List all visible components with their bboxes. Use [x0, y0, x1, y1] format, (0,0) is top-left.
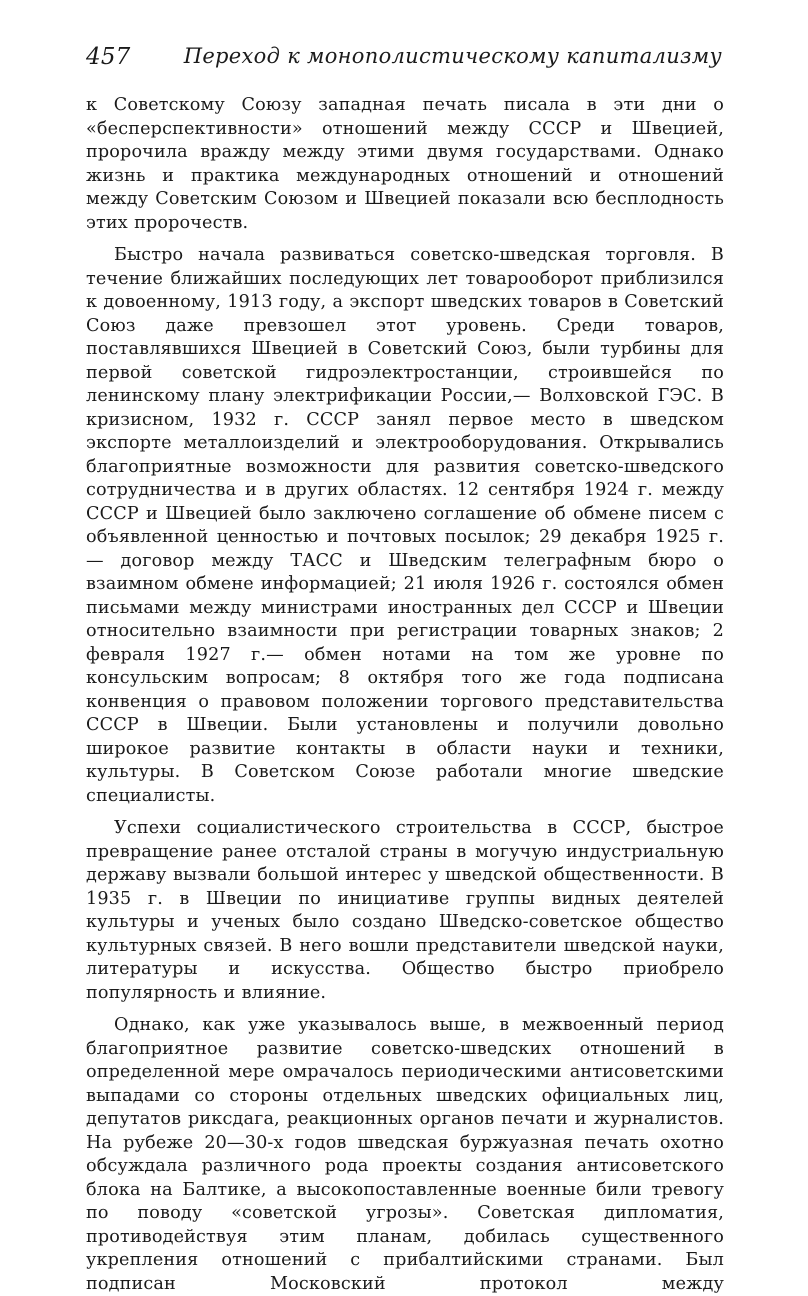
- paragraph-3: Успехи социалистического строительства в СССР, быстрое превращение ранее отсталой страны в могучую индустриальную державу вызвали большой интерес у шведской общественности. В 1935 г. в Швеции по инициативе группы видных деятелей культуры и ученых было создано Шведско-советское общество культурных связей. В него вошли представители шведской науки, литературы и искусства. Общество быстро приобрело популярность и влияние.: [86, 818, 724, 1003]
- paragraph-1: к Советскому Союзу западная печать писала в эти дни о «бесперспективности» отношений между СССР и Швецией, пророчила вражду между этими двумя государствами. Однако жизнь и практика международных отношений и отношений между Советским Союзом и Швецией показали всю бесплодность этих пророчеств.: [86, 95, 724, 233]
- running-title: Переход к монополистическому капитализму: [183, 44, 722, 68]
- page-header: [86, 44, 722, 76]
- paragraph-4: Однако, как уже указывалось выше, в межвоенный период благоприятное развитие советско-шведских отношений в определенной мере омрачалось периодическими антисоветскими выпадами со стороны отдельных шведских официальных лиц, депутатов риксдага, реакционных органов печати и журналистов. На рубеже 20—30-х годов шведская буржуазная печать охотно обсуждала различного рода проекты создания антисоветского блока на Балтике, а высокопоставленные военные били тревогу по поводу «советской угрозы». Советская дипломатия, противодействуя этим планам, добилась существенного укрепления отношений с прибалтийскими странами. Был подписан Московский протокол между: [86, 1015, 724, 1294]
- paragraph-2: Быстро начала развиваться советско-шведская торговля. В течение ближайших последующих лет товарооборот приблизился к довоенному, 1913 году, а экспорт шведских товаров в Советский Союз даже превзошел этот уровень. Среди товаров, поставлявшихся Швецией в Советский Союз, были турбины для первой советской гидроэлектростанции, строившейся по ленинскому плану электрификации России,— Волховской ГЭС. В кризисном, 1932 г. СССР занял первое место в шведском экспорте металлоизделий и электрооборудования. Открывались благоприятные возможности для развития советско-шведского сотрудничества и в других областях. 12 сентября 1924 г. между СССР и Швецией было заключено соглашение об обмене писем с объявленной ценностью и почтовых посылок; 29 декабря 1925 г.— договор между ТАСС и Шведским телеграфным бюро о взаимном обмене информацией; 21 июля 1926 г. состоялся обмен письмами между министрами иностранных дел СССР и Швеции относительно взаимности при регистрации товарных знаков; 2 февраля 1927 г.— обмен нотами на том же уровне по консульским вопросам; 8 октября того же года подписана конвенция о правовом положении торгового представительства СССР в Швеции. Были установлены и получили довольно широкое развитие контакты в области науки и техники, культуры. В Советском Союзе работали многие шведские специалисты.: [86, 245, 724, 806]
- page-number: 457: [86, 44, 131, 70]
- body-text: [86, 94, 724, 1296]
